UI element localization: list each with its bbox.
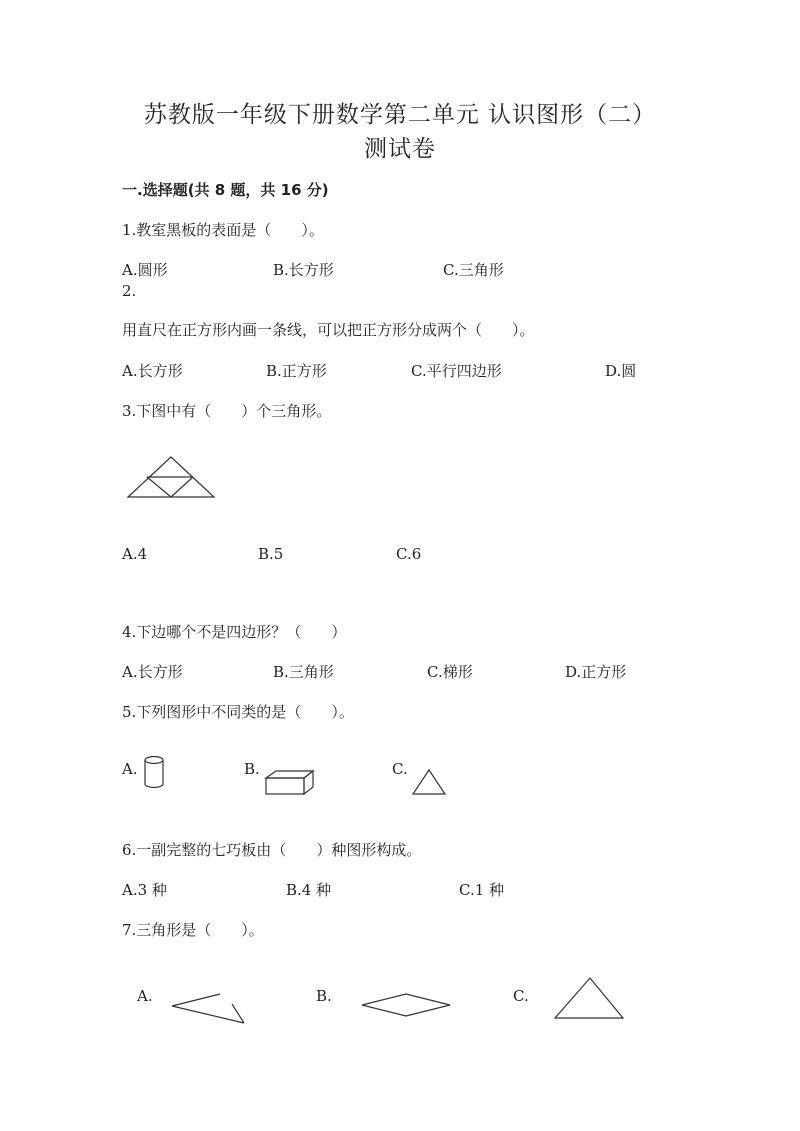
question-2-stem: 用直尺在正方形内画一条线，可以把正方形分成两个（ ）。 <box>122 321 535 339</box>
angle-lower-line <box>172 1006 244 1023</box>
section-title: 一.选择题(共 8 题，共 16 分) <box>122 181 329 199</box>
q1-option-b: B.长方形 <box>273 261 334 279</box>
q2-option-c: C.平行四边形 <box>411 362 502 380</box>
rhombus-figure <box>360 992 452 1018</box>
triangle-figure <box>411 768 447 796</box>
cuboid-front-face <box>266 778 304 794</box>
q3-option-c: C.6 <box>396 545 422 563</box>
q5-option-a: A. <box>122 760 138 778</box>
page-title-line1: 苏教版一年级下册数学第二单元 认识图形（二） <box>143 102 657 128</box>
question-5-stem: 5.下列图形中不同类的是（ ）。 <box>122 703 354 721</box>
q1-option-a: A.圆形 <box>122 261 168 279</box>
q3-option-a: A.4 <box>122 545 148 563</box>
triangle-figure <box>553 976 625 1020</box>
q7-option-c: C. <box>513 987 529 1005</box>
q2-option-b: B.正方形 <box>266 362 327 380</box>
q6-option-b: B.4 种 <box>286 881 332 899</box>
question-7-stem: 7.三角形是（ ）。 <box>122 921 264 939</box>
q6-option-c: C.1 种 <box>459 881 505 899</box>
angle-upper-line <box>172 994 220 1006</box>
q2-option-a: A.长方形 <box>122 362 183 380</box>
q7-option-a: A. <box>137 987 153 1005</box>
question-3-stem: 3.下图中有（ ）个三角形。 <box>122 402 332 420</box>
inner-right-line <box>171 477 193 497</box>
q4-option-d: D.正方形 <box>565 663 627 681</box>
rhombus-shape <box>362 994 450 1016</box>
triangle-shape <box>413 770 445 794</box>
q6-option-a: A.3 种 <box>122 881 167 899</box>
inner-left-line <box>147 477 171 497</box>
q4-option-a: A.长方形 <box>122 663 183 681</box>
q4-option-b: B.三角形 <box>273 663 334 681</box>
page-title-line2: 测试卷 <box>364 136 436 162</box>
cuboid-figure <box>265 770 315 796</box>
cylinder-figure <box>143 755 165 789</box>
q3-option-b: B.5 <box>258 545 284 563</box>
cuboid-side-face <box>304 771 313 794</box>
triangle-subdivided-figure <box>126 455 216 499</box>
cylinder-bottom <box>145 784 163 788</box>
question-2-number: 2. <box>122 282 137 300</box>
open-angle-figure <box>170 990 250 1026</box>
triangle-shape <box>555 978 623 1018</box>
q5-option-c: C. <box>392 760 408 778</box>
q1-option-c: C.三角形 <box>443 261 504 279</box>
question-6-stem: 6.一副完整的七巧板由（ ）种图形构成。 <box>122 841 422 859</box>
question-4-stem: 4.下边哪个不是四边形？（ ） <box>122 623 347 641</box>
q5-option-b: B. <box>244 760 260 778</box>
q4-option-c: C.梯形 <box>427 663 473 681</box>
q2-option-d: D.圆 <box>605 362 637 380</box>
q7-option-b: B. <box>316 987 332 1005</box>
question-1-stem: 1.教室黑板的表面是（ ）。 <box>122 221 324 239</box>
cylinder-top <box>145 757 163 764</box>
